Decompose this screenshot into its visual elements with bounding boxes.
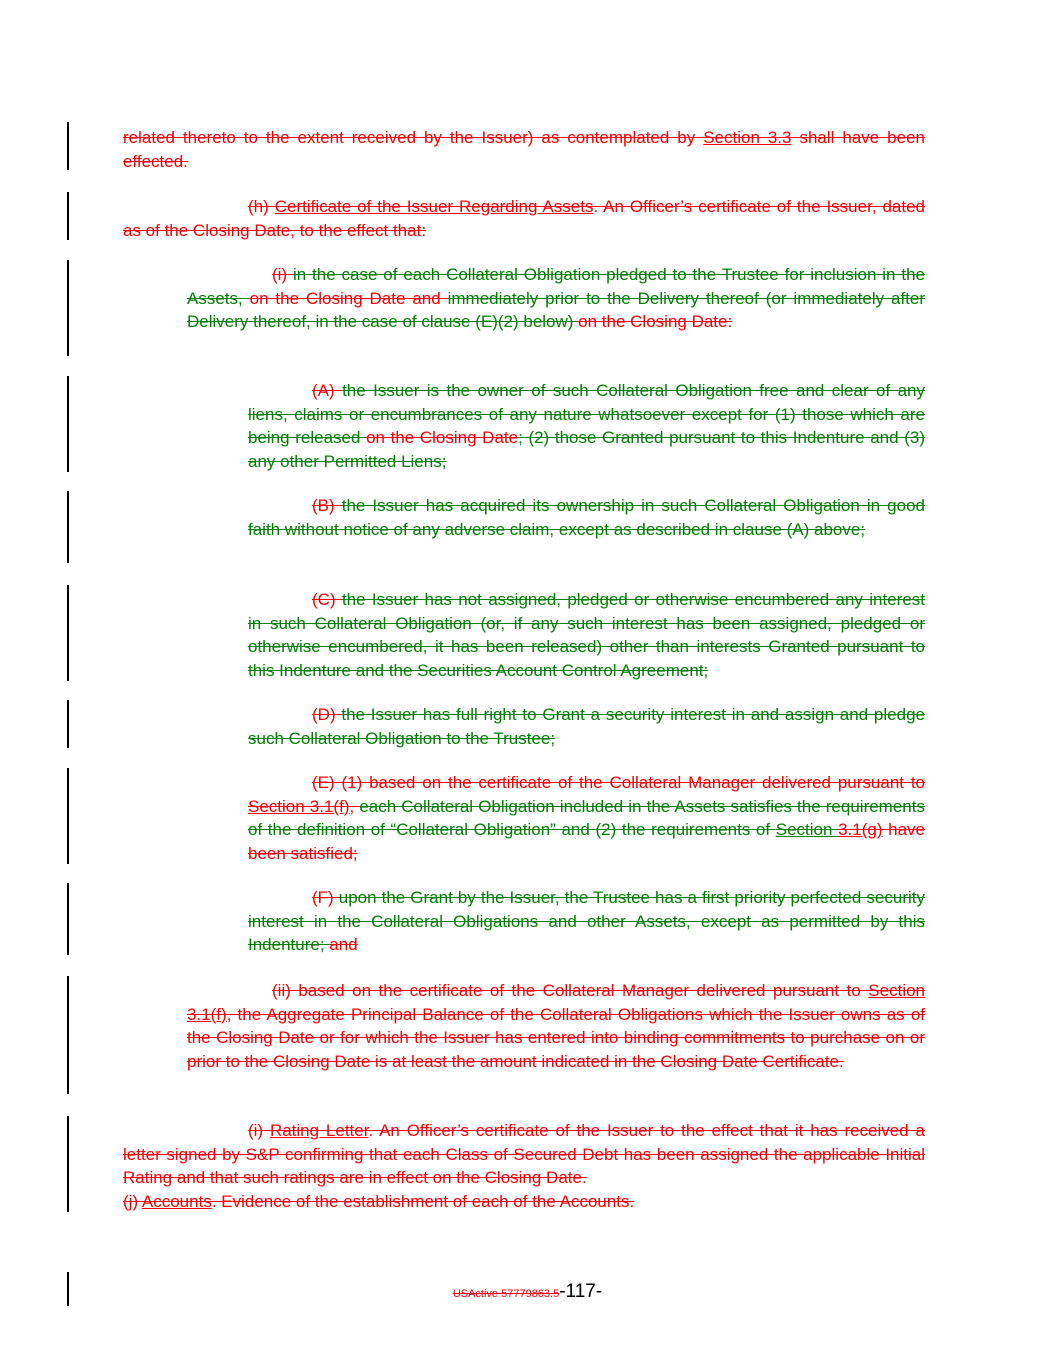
moved-text: in the case of each Collateral Obligation pledged to the Trustee for inclusion in the Assets,	[187, 265, 925, 308]
paragraph-continuation	[123, 126, 925, 173]
deleted-text: related thereto to the extent received by the Issuer) as contemplated by	[123, 128, 704, 147]
deleted-text: on the Closing Date and	[249, 288, 448, 308]
deleted-text: (C)	[312, 590, 342, 609]
paragraph-A	[248, 379, 925, 473]
paragraph-i-collateral	[187, 263, 925, 334]
paragraph-E	[248, 771, 925, 865]
paragraph-F	[248, 886, 925, 957]
change-bar	[67, 1116, 69, 1212]
deleted-text: (i)	[248, 1121, 270, 1140]
change-bar	[67, 700, 69, 748]
deleted-text: (A)	[312, 381, 343, 400]
moved-text: each Collateral Obligation included in the Assets satisfies the requirements of the definition of “Collateral Obligation” and (2) the requirements of	[248, 796, 925, 839]
page-number: -117-	[559, 1281, 603, 1302]
paragraph-j-accounts	[123, 1190, 925, 1214]
section-reference: Section	[775, 820, 839, 839]
deleted-text: , the Aggregate Principal Balance of the Collateral Obligations which the Issuer owns as of the Closing Date or for which the Issuer has entered into binding commitments to purchase on or prior to the Closing Date is at least the amount indicated in the Closing Date Certificate.	[187, 1004, 925, 1071]
moved-text: upon the Grant by the Issuer, the Trustee has a first priority perfected security interest in the Collateral Obligations and other Assets, except as permitted by this Indenture;	[248, 888, 925, 954]
deleted-text: ,	[349, 796, 360, 816]
paragraph-D	[248, 703, 925, 750]
change-bar	[67, 585, 69, 681]
paragraph-ii	[187, 979, 925, 1073]
change-bar	[67, 260, 69, 356]
deleted-text: (j)	[123, 1192, 142, 1211]
document-id: USActive 57779863.5	[452, 1288, 560, 1300]
paragraph-B	[248, 494, 925, 541]
change-bar	[67, 491, 69, 563]
deleted-text: . Evidence of the establishment of each of the Accounts.	[211, 1192, 635, 1211]
deleted-text: on the Closing Date	[366, 428, 519, 447]
deleted-text: (h)	[248, 197, 275, 216]
change-bar	[67, 883, 69, 955]
change-bar	[67, 768, 69, 864]
deleted-text: and	[329, 935, 358, 954]
paragraph-C	[248, 588, 925, 682]
deleted-text: (i)	[272, 265, 293, 284]
paragraph-h-certificate	[123, 195, 925, 242]
section-reference: Section 3.3	[703, 128, 792, 147]
section-reference: 3.1(g)	[838, 820, 883, 839]
change-bar	[67, 192, 69, 240]
deleted-text: (F)	[312, 888, 339, 907]
moved-text: the Issuer has acquired its ownership in such Collateral Obligation in good faith without notice of any adverse claim, except as described in clause (A) above;	[248, 496, 925, 539]
moved-text: the Issuer has not assigned, pledged or otherwise encumbered any interest in such Collateral Obligation (or, if any such interest has been assigned, pledged or otherwise encumbered, it has been released) other than interests Granted pursuant to this Indenture and the Securities Account Control Agreement;	[248, 590, 925, 680]
deleted-text: shall have been effected.	[123, 128, 925, 171]
deleted-text: have been satisfied;	[248, 820, 925, 863]
deleted-text: (B)	[312, 496, 342, 515]
section-reference: Certificate of the Issuer Regarding Assets	[274, 197, 594, 216]
deleted-text: (E) (1) based on the certificate of the Collateral Manager delivered pursuant to	[312, 773, 925, 792]
paragraph-rating-letter	[123, 1119, 925, 1190]
moved-text: the Issuer has full right to Grant a security interest in and assign and pledge such Collateral Obligation to the Trustee;	[248, 705, 925, 748]
deleted-text: (ii) based on the certificate of the Collateral Manager delivered pursuant to	[272, 981, 869, 1000]
moved-text: immediately prior to the Delivery thereof (or immediately after Delivery thereof, in the case of clause (E)(2) below)	[187, 288, 926, 331]
deleted-text: . An Officer’s certificate of the Issuer to the effect that it has received a letter signed by S&P confirming that each Class of Secured Debt has been assigned the applicable Initial Rating and that such ratings are in effect on the Closing Date.	[123, 1121, 925, 1187]
section-reference: Rating Letter	[269, 1121, 369, 1140]
page-footer	[0, 1280, 1055, 1307]
change-bar	[67, 376, 69, 472]
section-reference: Section 3.1(f)	[248, 796, 350, 816]
change-bar	[67, 976, 69, 1094]
deleted-text: on the Closing Date:	[578, 312, 733, 331]
moved-text: ; (2) those Granted pursuant to this Indenture and (3) any other Permitted Liens;	[248, 428, 925, 471]
section-reference: Accounts	[141, 1192, 212, 1211]
change-bar	[67, 122, 69, 170]
deleted-text: . An Officer’s certificate of the Issuer, dated as of the Closing Date, to the effect that:	[123, 197, 925, 240]
section-reference: Section 3.1(f)	[187, 981, 925, 1024]
deleted-text: (D)	[312, 705, 342, 724]
moved-text: the Issuer is the owner of such Collateral Obligation free and clear of any liens, claims or encumbrances of any nature whatsoever except for (1) those which are being released	[248, 381, 926, 447]
